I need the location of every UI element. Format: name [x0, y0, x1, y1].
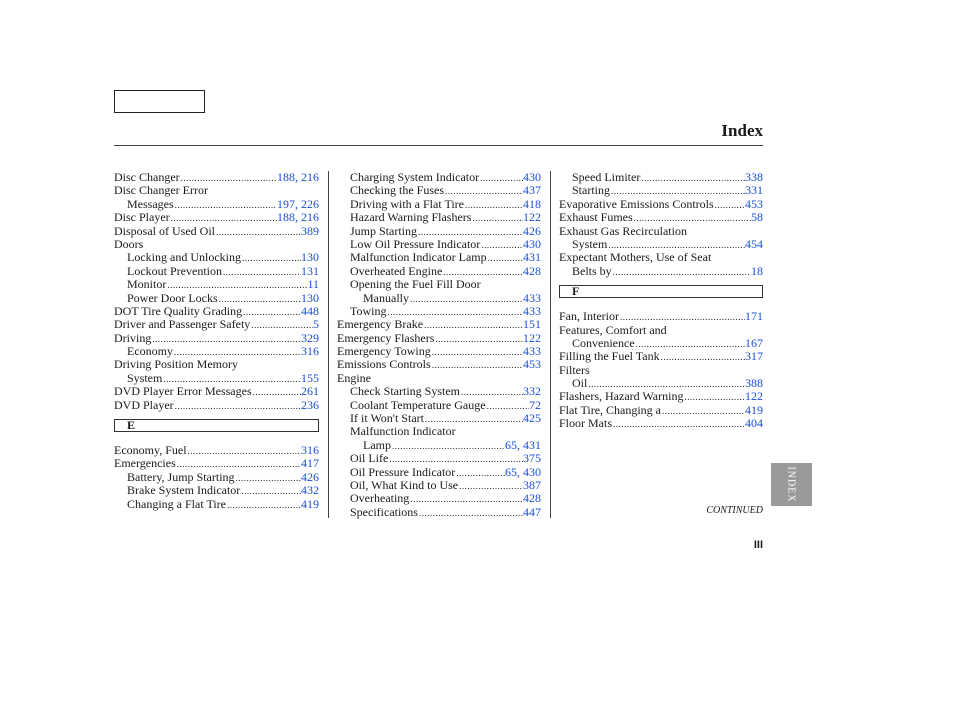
entry-label: Emergency Towing — [337, 344, 431, 359]
entry-label: Low Oil Pressure Indicator — [350, 236, 481, 251]
page-reference-link[interactable]: 188, 216 — [277, 210, 319, 225]
page-reference-link[interactable]: 171 — [745, 309, 763, 324]
entry-label: Emissions Controls — [337, 357, 431, 372]
leader-dots — [151, 333, 301, 346]
entry-label: Exhaust Fumes — [559, 210, 633, 225]
index-entry[interactable] — [337, 358, 541, 371]
index-entry[interactable] — [114, 305, 319, 318]
index-entry[interactable] — [114, 457, 319, 470]
leader-dots — [612, 418, 745, 431]
page-reference-link[interactable]: 316 — [301, 443, 319, 458]
page-reference-link[interactable]: 261 — [301, 384, 319, 399]
index-entry — [337, 278, 541, 291]
entry-label: Economy, Fuel — [114, 443, 187, 458]
index-entry[interactable] — [114, 385, 319, 398]
entry-label: Exhaust Gas Recirculation — [559, 223, 687, 238]
index-entry[interactable] — [114, 484, 319, 497]
page-reference-link[interactable]: 454 — [745, 236, 763, 251]
index-entry[interactable] — [337, 251, 541, 264]
leader-dots — [480, 239, 523, 252]
page-reference-link[interactable]: 58 — [751, 210, 763, 225]
side-tab-label: INDEX — [785, 466, 797, 503]
page-reference-link[interactable]: 426 — [523, 223, 541, 238]
leader-dots — [240, 485, 301, 498]
index-entry[interactable] — [559, 417, 763, 430]
entry-label: Features, Comfort and — [559, 322, 667, 337]
leader-dots — [431, 359, 523, 372]
page-reference-link[interactable]: 433 — [523, 290, 541, 305]
page-reference-link[interactable]: 419 — [745, 402, 763, 417]
page-reference-link[interactable]: 130 — [301, 290, 319, 305]
entry-label: Overheating — [350, 491, 410, 506]
index-entry[interactable] — [559, 404, 763, 417]
entry-label: Driving Position Memory — [114, 357, 239, 372]
entry-label: Doors — [114, 236, 144, 251]
leader-dots — [418, 507, 523, 520]
leader-dots — [187, 445, 301, 458]
entry-label: Jump Starting — [350, 223, 418, 238]
index-entry[interactable] — [114, 444, 319, 457]
entry-label: Filling the Fuel Tank — [559, 349, 660, 364]
page-reference-link[interactable]: 404 — [745, 416, 763, 431]
index-entry[interactable] — [337, 345, 541, 358]
page-reference-link[interactable]: 338 — [745, 170, 763, 184]
page-reference-link[interactable]: 437 — [523, 183, 541, 198]
index-entry[interactable] — [114, 171, 319, 184]
page-reference-link[interactable]: 431 — [523, 250, 541, 265]
leader-dots — [640, 172, 745, 185]
page-reference-link[interactable]: 375 — [523, 451, 541, 466]
entry-label: Brake System Indicator — [127, 483, 241, 498]
leader-dots — [660, 351, 745, 364]
entry-label: Locking and Unlocking — [127, 250, 241, 265]
index-entry — [559, 364, 763, 377]
index-entry[interactable] — [559, 198, 763, 211]
page-reference-link[interactable]: 453 — [523, 357, 541, 372]
index-entry[interactable] — [114, 498, 319, 511]
index-entry — [114, 238, 319, 251]
index-entry[interactable] — [337, 399, 541, 412]
index-entry[interactable] — [559, 350, 763, 363]
index-entry[interactable] — [114, 372, 319, 385]
entry-label: Lockout Prevention — [127, 263, 222, 278]
index-entry[interactable] — [337, 492, 541, 505]
entry-label: Speed Limiter — [572, 170, 641, 184]
entry-label: Coolant Temperature Gauge — [350, 397, 486, 412]
page-reference-link[interactable]: 430 — [523, 170, 541, 184]
page-reference-link[interactable]: 430 — [523, 236, 541, 251]
index-entry[interactable] — [337, 439, 541, 452]
index-entry[interactable] — [114, 399, 319, 412]
entry-label: If it Won't Start — [350, 411, 424, 426]
page-reference-link[interactable]: 155 — [301, 370, 319, 385]
leader-dots — [215, 226, 301, 239]
index-entry[interactable] — [559, 211, 763, 224]
page-reference-link[interactable]: 5 — [313, 317, 319, 332]
page-reference-link[interactable]: 236 — [301, 397, 319, 412]
index-entry[interactable] — [114, 471, 319, 484]
index-entry[interactable] — [337, 292, 541, 305]
column-divider-1 — [328, 171, 329, 518]
index-side-tab[interactable] — [771, 463, 812, 506]
leader-dots — [174, 400, 301, 413]
index-entry[interactable] — [337, 506, 541, 519]
entry-label: Expectant Mothers, Use of Seat — [559, 250, 712, 265]
index-entry[interactable] — [114, 265, 319, 278]
section-letter-e: E — [114, 419, 319, 432]
index-entry — [337, 425, 541, 438]
index-entry — [559, 225, 763, 238]
page-reference-link[interactable]: 131 — [301, 263, 319, 278]
entry-label: Fan, Interior — [559, 309, 619, 324]
leader-dots — [222, 266, 301, 279]
index-entry[interactable] — [337, 385, 541, 398]
index-entry[interactable] — [559, 310, 763, 323]
index-entry[interactable] — [559, 171, 763, 184]
page-reference-link[interactable]: 65, 430 — [505, 464, 541, 479]
entry-label: Emergency Brake — [337, 317, 424, 332]
index-entry[interactable] — [337, 452, 541, 465]
leader-dots — [464, 199, 523, 212]
entry-label: Disc Player — [114, 210, 170, 225]
entry-label: Oil Life — [350, 451, 389, 466]
entry-label: Emergency Flashers — [337, 330, 435, 345]
leader-dots — [612, 266, 751, 279]
entry-label: Disc Changer Error — [114, 183, 208, 198]
page-reference-link[interactable]: 122 — [523, 210, 541, 225]
column-divider-2 — [550, 171, 551, 518]
section-letter-f: F — [559, 285, 763, 298]
page-reference-link[interactable]: 428 — [523, 491, 541, 506]
index-entry[interactable] — [337, 479, 541, 492]
index-entry[interactable] — [114, 198, 319, 211]
index-entry[interactable] — [559, 184, 763, 197]
index-entry[interactable] — [337, 305, 541, 318]
index-entry[interactable] — [337, 466, 541, 479]
index-entry[interactable] — [559, 265, 763, 278]
entry-label: Disposal of Used Oil — [114, 223, 215, 238]
page-reference-link[interactable]: 389 — [301, 223, 319, 238]
index-entry — [114, 358, 319, 371]
leader-dots — [252, 386, 301, 399]
index-entry[interactable] — [559, 337, 763, 350]
index-entry[interactable] — [337, 332, 541, 345]
leader-dots — [661, 405, 745, 418]
leader-dots — [235, 472, 301, 485]
entry-label: Driver and Passenger Safety — [114, 317, 251, 332]
leader-dots — [409, 293, 523, 306]
leader-dots — [431, 346, 523, 359]
leader-dots — [683, 391, 745, 404]
page-reference-link[interactable]: 388 — [745, 376, 763, 391]
index-entry[interactable] — [559, 390, 763, 403]
index-entry — [337, 372, 541, 385]
page-reference-link[interactable]: 433 — [523, 344, 541, 359]
page-reference-link[interactable]: 197, 226 — [277, 196, 319, 211]
leader-dots — [409, 493, 523, 506]
page-reference-link[interactable]: 426 — [301, 469, 319, 484]
leader-dots — [391, 440, 505, 453]
page-reference-link[interactable]: 316 — [301, 344, 319, 359]
entry-label: Evaporative Emissions Controls — [559, 196, 714, 211]
page-reference-link[interactable]: 18 — [751, 263, 763, 278]
page-reference-link[interactable]: 167 — [745, 335, 763, 350]
entry-label: Flashers, Hazard Warning — [559, 389, 684, 404]
entry-label: Power Door Locks — [127, 290, 218, 305]
page-reference-link[interactable]: 417 — [301, 456, 319, 471]
leader-dots — [714, 199, 745, 212]
leader-dots — [471, 212, 523, 225]
index-entry[interactable] — [114, 251, 319, 264]
index-entry[interactable] — [114, 332, 319, 345]
leader-dots — [226, 499, 301, 512]
entry-label: Oil, What Kind to Use — [350, 477, 459, 492]
index-entry[interactable] — [337, 198, 541, 211]
entry-label: Driving with a Flat Tire — [350, 196, 465, 211]
index-column-2 — [337, 171, 541, 519]
leader-dots — [242, 306, 301, 319]
entry-label: Malfunction Indicator — [350, 424, 456, 439]
index-entry[interactable] — [337, 238, 541, 251]
entry-label: Belts by — [572, 263, 612, 278]
leader-dots — [434, 333, 523, 346]
leader-dots — [455, 467, 505, 480]
index-column-1 — [114, 171, 319, 511]
index-entry[interactable] — [337, 184, 541, 197]
entry-label: Check Starting System — [350, 384, 460, 399]
index-entry[interactable] — [337, 318, 541, 331]
index-entry[interactable] — [114, 278, 319, 291]
page-reference-link[interactable]: 447 — [523, 504, 541, 519]
entry-label: Lamp — [363, 437, 391, 452]
continued-note: CONTINUED — [706, 505, 763, 516]
page-title: Index — [721, 121, 763, 140]
entry-label: Disc Changer — [114, 170, 180, 184]
leader-dots — [241, 252, 301, 265]
index-entry — [559, 251, 763, 264]
index-entry[interactable] — [559, 377, 763, 390]
entry-label: Changing a Flat Tire — [127, 496, 227, 511]
page-reference-link[interactable]: 65, 431 — [505, 437, 541, 452]
leader-dots — [174, 199, 277, 212]
page-reference-link[interactable]: 72 — [529, 397, 541, 412]
index-entry[interactable] — [337, 211, 541, 224]
page-reference-link[interactable]: 188, 216 — [277, 170, 319, 184]
entry-label: Monitor — [127, 277, 167, 292]
home-nav-box[interactable] — [114, 90, 205, 113]
page-reference-link[interactable]: 332 — [523, 384, 541, 399]
index-column-3 — [559, 171, 763, 431]
entry-label: Manually — [363, 290, 409, 305]
page-reference-link[interactable]: 428 — [523, 263, 541, 278]
entry-label: Checking the Fuses — [350, 183, 444, 198]
page-reference-link[interactable]: 453 — [745, 196, 763, 211]
entry-label: Starting — [572, 183, 610, 198]
entry-label: Opening the Fuel Fill Door — [350, 277, 481, 292]
entry-label: System — [572, 236, 608, 251]
entry-label: Filters — [559, 362, 590, 377]
entry-label: Oil Pressure Indicator — [350, 464, 456, 479]
entry-label: Hazard Warning Flashers — [350, 210, 472, 225]
index-entry[interactable] — [337, 171, 541, 184]
index-entry — [559, 324, 763, 337]
entry-label: Battery, Jump Starting — [127, 469, 235, 484]
leader-dots — [487, 252, 523, 265]
page-reference-link[interactable]: 387 — [523, 477, 541, 492]
leader-dots — [458, 480, 523, 493]
entry-label: Driving — [114, 330, 152, 345]
page-reference-link[interactable]: 317 — [745, 349, 763, 364]
page-reference-link[interactable]: 130 — [301, 250, 319, 265]
index-entry[interactable] — [337, 412, 541, 425]
index-entry[interactable] — [114, 292, 319, 305]
entry-label: Emergencies — [114, 456, 176, 471]
entry-label: Convenience — [572, 335, 635, 350]
page-reference-link[interactable]: 122 — [745, 389, 763, 404]
entry-label: Oil — [572, 376, 588, 391]
entry-label: Engine — [337, 370, 371, 385]
page-reference-link[interactable]: 425 — [523, 411, 541, 426]
page-number: III — [753, 539, 763, 551]
index-entry[interactable] — [114, 345, 319, 358]
page-reference-link[interactable]: 151 — [523, 317, 541, 332]
entry-label: Floor Mats — [559, 416, 613, 431]
leader-dots — [479, 172, 523, 185]
index-entry[interactable] — [559, 238, 763, 251]
page-reference-link[interactable]: 448 — [301, 303, 319, 318]
entry-label: Charging System Indicator — [350, 170, 480, 184]
page-reference-link[interactable]: 419 — [301, 496, 319, 511]
title-divider — [114, 145, 763, 146]
entry-label: DOT Tire Quality Grading — [114, 303, 243, 318]
entry-label: DVD Player Error Messages — [114, 384, 252, 399]
index-entry[interactable] — [337, 265, 541, 278]
page-reference-link[interactable]: 432 — [301, 483, 319, 498]
entry-label: Malfunction Indicator Lamp — [350, 250, 487, 265]
index-entry[interactable] — [114, 211, 319, 224]
page-reference-link[interactable]: 11 — [307, 277, 319, 292]
page-reference-link[interactable]: 418 — [523, 196, 541, 211]
page-reference-link[interactable]: 122 — [523, 330, 541, 345]
leader-dots — [423, 319, 523, 332]
index-entry[interactable] — [114, 225, 319, 238]
entry-label: Specifications — [350, 504, 418, 519]
entry-label: Towing — [350, 303, 387, 318]
index-entry[interactable] — [114, 318, 319, 331]
page-reference-link[interactable]: 331 — [745, 183, 763, 198]
entry-label: Messages — [127, 196, 174, 211]
entry-label: System — [127, 370, 163, 385]
entry-label: Flat Tire, Changing a — [559, 402, 662, 417]
index-entry[interactable] — [337, 225, 541, 238]
entry-label: Overheated Engine — [350, 263, 443, 278]
page-reference-link[interactable]: 433 — [523, 303, 541, 318]
index-entry — [114, 184, 319, 197]
page-reference-link[interactable]: 329 — [301, 330, 319, 345]
entry-label: DVD Player — [114, 397, 174, 412]
entry-label: Economy — [127, 344, 173, 359]
